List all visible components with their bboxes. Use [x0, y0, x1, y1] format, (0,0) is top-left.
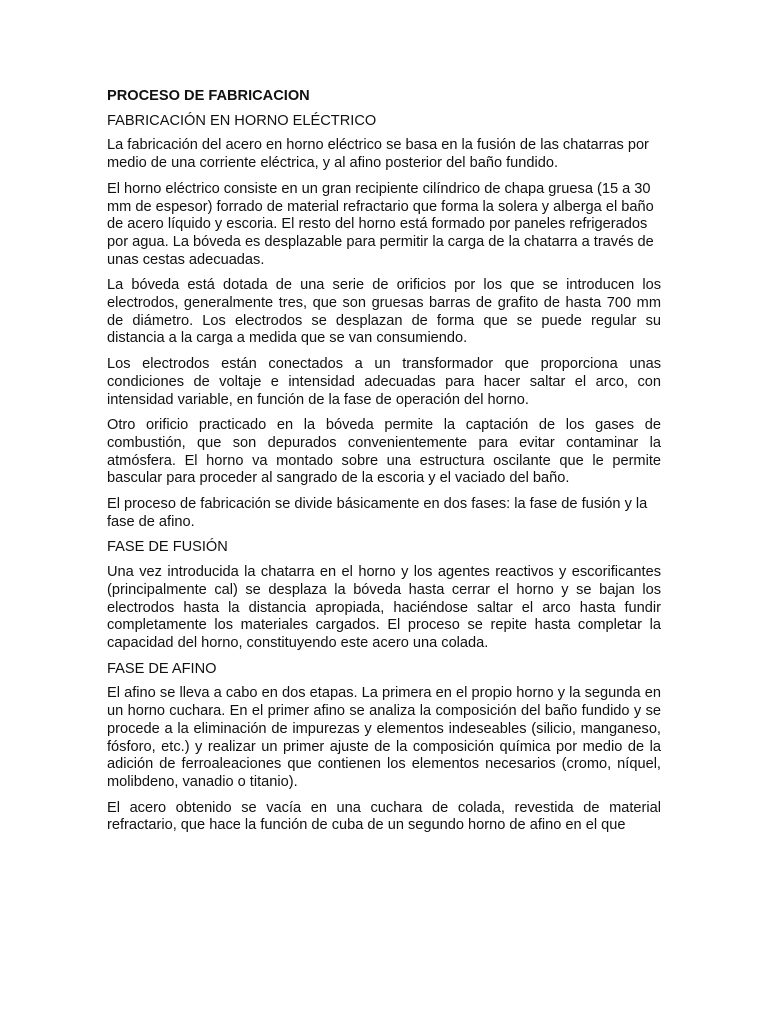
paragraph-6: El proceso de fabricación se divide básicamente en dos fases: la fase de fusión y la fase de afino.: [107, 496, 648, 530]
paragraph-9: El acero obtenido se vacía en una cuchara de colada, revestida de material refractario, que hace la función de cuba de un segundo horno de afino en el que: [107, 799, 661, 834]
paragraph-2: El horno eléctrico consiste en un gran recipiente cilíndrico de chapa gruesa (15 a 30 mm de espesor) forrado de material refractario que forma la solera y alberga el baño de acero líquido y escoria. El resto del horno está formado por paneles refrigerados por agua. La bóveda es desplazable para permitir la carga de la chatarra a través de unas cestas adecuadas.: [107, 180, 654, 268]
paragraph-3: La bóveda está dotada de una serie de orificios por los que se introducen los electrodos, generalmente tres, que son gruesas barras de grafito de hasta 700 mm de diámetro. Los electrodos se desplazan de forma que se puede regular su distancia a la carga a medida que se van consumiendo.: [107, 277, 661, 347]
paragraph-1: La fabricación del acero en horno eléctrico se basa en la fusión de las chatarras por medio de una corriente eléctrica, y al afino posterior del baño fundido.: [107, 137, 649, 172]
paragraph-5: Otro orificio practicado en la bóveda permite la captación de los gases de combustión, que son depurados convenientemente para evitar contaminar la atmósfera. El horno va montado sobre una estructura oscilante que le permite bascular para proceder al sangrado de la escoria y el vaciado del baño.: [107, 417, 661, 487]
document-page: [107, 88, 661, 843]
section-heading-fase-afino: FASE DE AFINO: [107, 660, 217, 677]
section-heading-fase-fusion: FASE DE FUSIÓN: [107, 539, 228, 556]
paragraph-8: El afino se lleva a cabo en dos etapas. La primera en el propio horno y la segunda en un horno cuchara. En el primer afino se analiza la composición del baño fundido y se procede a la eliminación de impurezas y elementos indeseables (silicio, manganeso, fósforo, etc.) y realizar un primer ajuste de la composición química por medio de la adición de ferroaleaciones que contienen los elementos necesarios (cromo, níquel, molibdeno, vanadio o titanio).: [107, 685, 661, 790]
section-heading-horno-electrico: FABRICACIÓN EN HORNO ELÉCTRICO: [107, 112, 377, 129]
paragraph-4: Los electrodos están conectados a un transformador que proporciona unas condiciones de voltaje e intensidad adecuadas para hacer saltar el arco, con intensidad variable, en función de la fase de operación del horno.: [107, 356, 661, 408]
document-title: PROCESO DE FABRICACION: [107, 88, 310, 104]
paragraph-7: Una vez introducida la chatarra en el horno y los agentes reactivos y escorificantes (principalmente cal) se desplaza la bóveda hasta cerrar el horno y se bajan los electrodos hasta la distancia apropiada, haciéndose saltar el arco hasta fundir completamente los materiales cargados. El proceso se repite hasta completar la capacidad del horno, constituyendo este acero una colada.: [107, 564, 661, 651]
